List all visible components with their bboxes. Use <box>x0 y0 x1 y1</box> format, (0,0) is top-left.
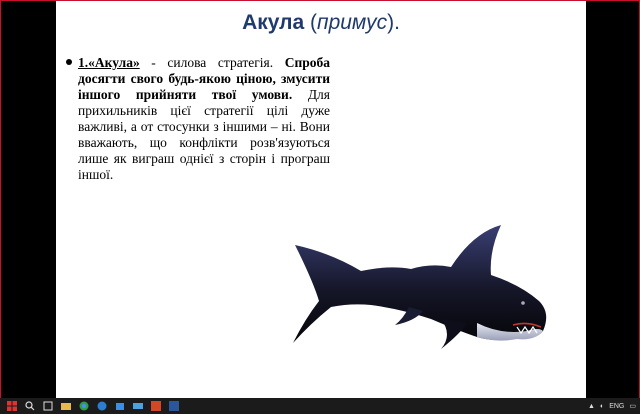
shark-image <box>291 223 551 353</box>
search-icon[interactable] <box>24 400 36 412</box>
store-icon[interactable] <box>114 400 126 412</box>
volume-icon[interactable]: ◐ <box>599 402 605 410</box>
edge-icon[interactable] <box>96 400 108 412</box>
chrome-icon[interactable] <box>78 400 90 412</box>
powerpoint-icon[interactable] <box>150 400 162 412</box>
network-icon[interactable]: ▲ <box>588 402 595 410</box>
title-open: ( <box>304 11 318 34</box>
slide <box>56 1 586 399</box>
title-main: Акула <box>242 11 305 34</box>
bullet-dot-icon <box>66 59 72 65</box>
system-tray <box>588 398 636 414</box>
bullet-text-1: - силова стратегія. <box>139 55 285 70</box>
mail-icon[interactable] <box>132 400 144 412</box>
bullet-text <box>78 55 330 183</box>
word-icon[interactable] <box>168 400 180 412</box>
bullet-paragraph <box>66 55 330 183</box>
taskbar <box>0 398 640 414</box>
windows-start-icon[interactable] <box>6 400 18 412</box>
notification-icon[interactable]: ▭ <box>629 403 636 410</box>
language-indicator[interactable]: ENG <box>609 402 625 410</box>
bullet-term: 1.«Акула» <box>78 55 140 70</box>
slide-title <box>56 11 586 35</box>
title-italic: примус <box>317 11 388 34</box>
task-view-icon[interactable] <box>42 400 54 412</box>
file-explorer-icon[interactable] <box>60 400 72 412</box>
bullet-bold-text: Спроба досягти свого будь-якою ціною, змусити іншого прийняти твої умови. <box>78 55 330 102</box>
bullet-text-2: Для прихильників цієї стратегії цілі дуже важливі, а от стосунки з іншими – ні. Вони вважають, що конфлікти розв'язуються лише як виграш однієї з сторін і програш іншої. <box>78 87 330 182</box>
title-close: ). <box>387 11 400 34</box>
